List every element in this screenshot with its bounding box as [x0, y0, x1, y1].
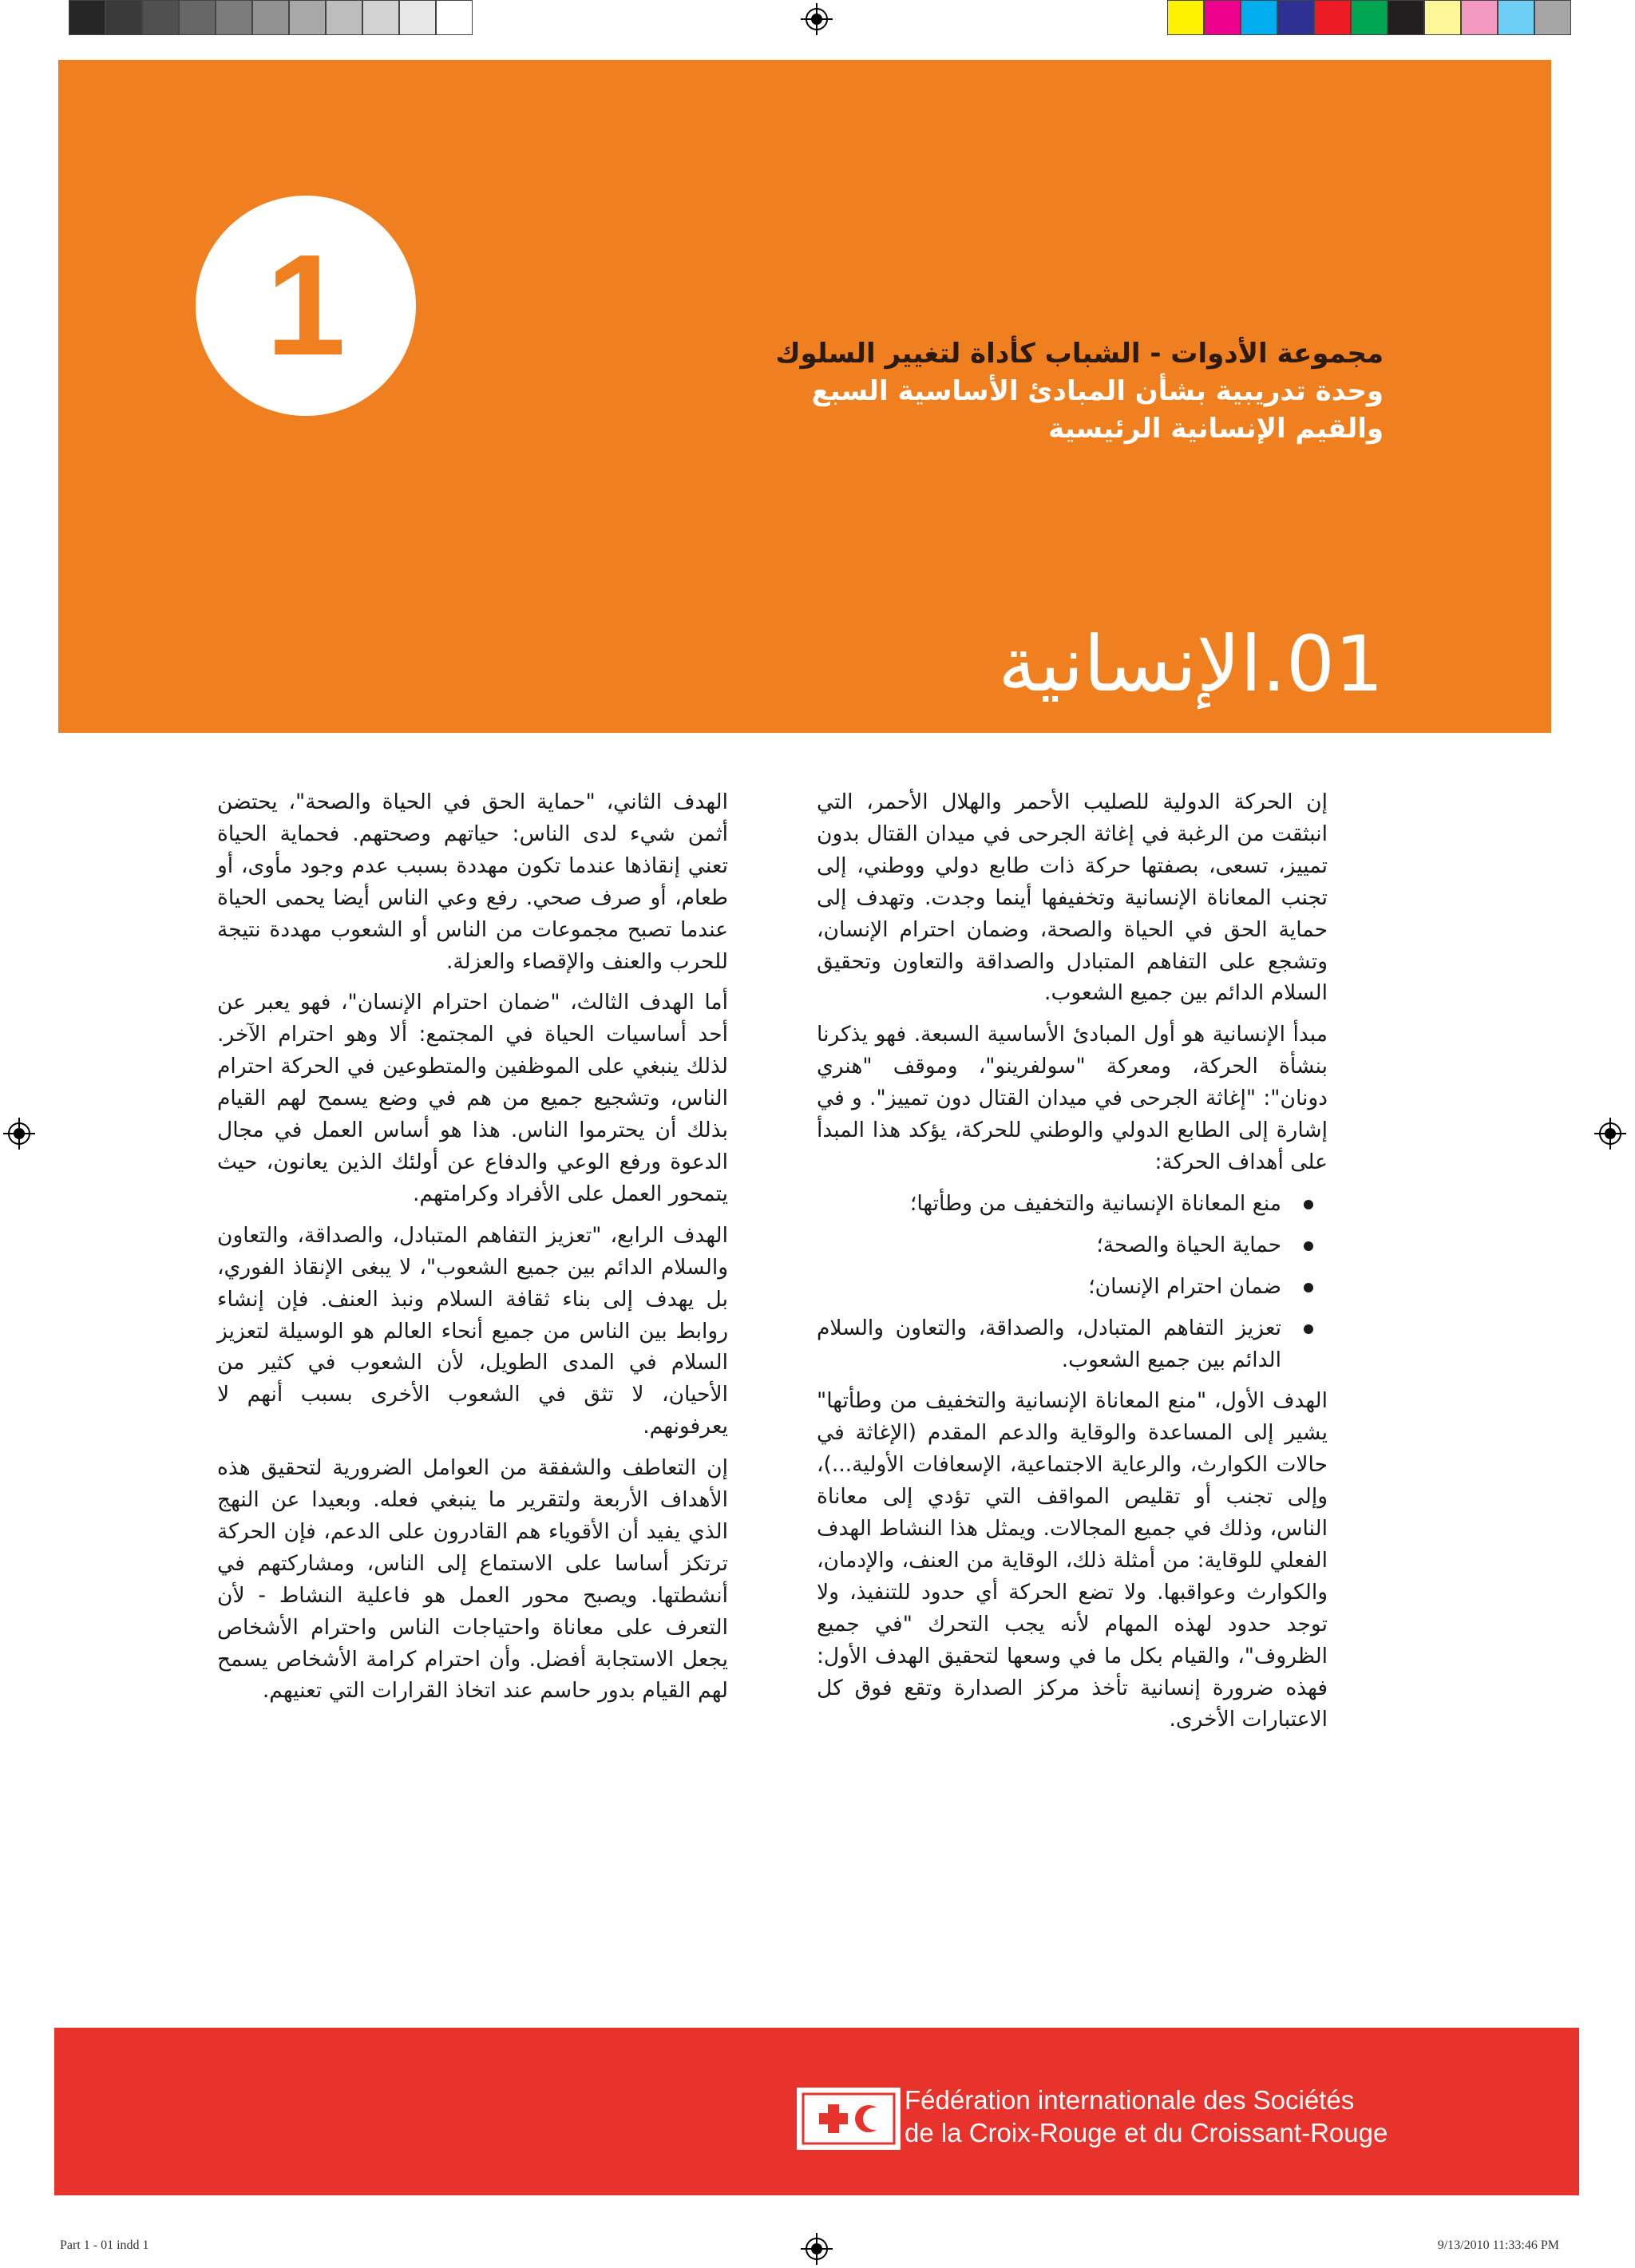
gray-swatch [289, 0, 326, 35]
footer-banner [54, 2028, 1579, 2195]
color-swatch [1277, 0, 1314, 35]
list-item: منع المعاناة الإنسانية والتخفيف من وطأتها؛ [817, 1188, 1281, 1220]
list-item: ضمان احترام الإنسان؛ [817, 1271, 1281, 1303]
subtitle-line-2: وحدة تدريبية بشأن المبادئ الأساسية السبع [811, 375, 1384, 407]
left-text-column [217, 786, 728, 1716]
organization-name-line-2: de la Croix-Rouge et du Croissant-Rouge [905, 2118, 1388, 2147]
gray-swatch [179, 0, 216, 35]
color-swatch [1204, 0, 1241, 35]
red-cross-red-crescent-icon [797, 2088, 901, 2150]
color-swatch [1314, 0, 1351, 35]
gray-swatch [142, 0, 179, 35]
paragraph: إن الحركة الدولية للصليب الأحمر والهلال الأحمر، التي انبثقت من الرغبة في إغاثة الجرحى في ميدان القتال بدون تمييز، تسعى، بصفتها حركة ذات طابع دولي ووطني، إلى تجنب المعاناة الإنسانية وتخفيفها أينما وجدت. وتهدف إلى حماية الحق في الحياة والصحة، وضمان احترام الإنسان، وتشجع على التفاهم المتبادل والصداقة والتعاون وتحقيق السلام الدائم بين جميع الشعوب. [817, 790, 1328, 1006]
paragraph: مبدأ الإنسانية هو أول المبادئ الأساسية السبعة. فهو يذكرنا بنشأة الحركة، ومعركة "سولفرينو"، وموقف "هنري دونان": "إغاثة الجرحى في ميدان القتال دون تمييز". و في إشارة إلى الطابع الدولي والوطني للحركة، يؤكد هذا المبدأ على أهداف الحركة: [817, 1022, 1328, 1174]
slug-timestamp: 9/13/2010 11:33:46 PM [1437, 2238, 1559, 2252]
registration-mark-icon [801, 2233, 833, 2265]
gray-swatch [326, 0, 362, 35]
color-swatch [1241, 0, 1277, 35]
section-number: 1 [265, 225, 346, 386]
color-swatch [1424, 0, 1461, 35]
color-swatch [1167, 0, 1204, 35]
paragraph: الهدف الرابع، "تعزيز التفاهم المتبادل، والصداقة، والتعاون والسلام الدائم بين جميع الشعوب"، لا يبغى الإنقاذ الفوري، بل يهدف إلى بناء ثقافة السلام ونبذ العنف. فإن إنشاء روابط بين الناس من جميع أنحاء العالم هو الوسيلة لتعزيز السلام في المدى الطويل، لأن الشعوب في كثير من الأحيان، لا تثق في الشعوب الأخرى بسبب أنهم لا يعرفونهم. [217, 1222, 728, 1439]
gray-swatch [69, 0, 105, 35]
registration-mark-icon [801, 3, 833, 35]
gray-swatch [252, 0, 289, 35]
gray-swatch [399, 0, 436, 35]
subtitle-line-1: مجموعة الأدوات - الشباب كأداة لتغيير السلوك [775, 338, 1384, 370]
registration-mark-icon [1594, 1118, 1626, 1150]
organization-name [905, 2084, 1388, 2149]
color-swatch [1461, 0, 1498, 35]
header-subtitle [585, 335, 1384, 448]
paragraph: أما الهدف الثالث، "ضمان احترام الإنسان"، فهو يعبر عن أحد أساسيات الحياة في المجتمع: ألا وهو احترام الآخر. لذلك ينبغي على الموظفين والمتطوعين في الحركة احترام الناس، وتشجيع جميع من هم في وضع يسمح لهم القيام بذلك أن يحترموا الناس. هذا هو أساس العمل في مجال الدعوة ورفع الوعي والدفاع عن أولئك الذين يعانون، حيث يتمحور العمل على الأفراد وكرامتهم. [217, 990, 728, 1206]
slug-filename: Part 1 - 01 indd 1 [60, 2238, 149, 2252]
color-swatch [1498, 0, 1534, 35]
registration-mark-icon [3, 1118, 35, 1150]
paragraph: إن التعاطف والشفقة من العوامل الضرورية لتحقيق هذه الأهداف الأربعة ولتقرير ما ينبغي فعله. وبعيدا عن النهج الذي يفيد أن الأقوياء هم القادرون على الدعم، فإن الحركة ترتكز أساسا على الاستماع إلى الناس، ومشاركتهم في أنشطتها. ويصبح محور العمل هو فاعلية النشاط - لأن التعرف على معاناة واحتياجات الناس واحترام الأشخاص يجعل الاستجابة أفضل. وأن احترام كرامة الأشخاص يسمح لهم القيام بدور حاسم عند اتخاذ القرارات التي تعنيهم. [217, 1455, 728, 1704]
list-item: حماية الحياة والصحة؛ [817, 1229, 1281, 1261]
gray-swatch [216, 0, 252, 35]
paragraph: الهدف الأول، "منع المعاناة الإنسانية والتخفيف من وطأتها" يشير إلى المساعدة والوقاية والدعم المقدم (الإغاثة في حالات الكوارث، والرعاية الاجتماعية، الإسعافات الأولية...)، وإلى تجنب أو تقليص المواقف التي تؤدي إلى معاناة الناس، وذلك في جميع المجالات. ويمثل هذا النشاط الهدف الفعلي للوقاية: من أمثلة ذلك، الوقاية من العنف، والإدمان، والكوارث وعواقبها. ولا تضع الحركة أي حدود للتنفيذ، ولا توجد حدود لهذه المهام لأنه يجب التحرك "في جميع الظروف"، والقيام بكل ما في وسعها لتحقيق الهدف الأول: فهذه ضرورة إنسانية تأخذ مركز الصدارة وتقع فوق كل الاعتبارات الأخرى. [817, 1388, 1328, 1732]
objectives-list [817, 1188, 1328, 1376]
color-swatch [1534, 0, 1571, 35]
page-title: 01.الإنسانية [998, 619, 1384, 709]
right-text-column [817, 786, 1328, 1745]
organization-name-line-1: Fédération internationale des Sociétés [905, 2085, 1355, 2115]
section-number-badge [196, 196, 416, 416]
gray-swatch [105, 0, 142, 35]
gray-swatch [362, 0, 399, 35]
gray-swatch [436, 0, 473, 35]
subtitle-line-3: والقيم الإنسانية الرئيسية [1048, 413, 1384, 445]
color-swatch [1351, 0, 1388, 35]
paragraph: الهدف الثاني، "حماية الحق في الحياة والصحة"، يحتضن أثمن شيء لدى الناس: حياتهم وصحتهم. فحماية الحياة تعني إنقاذها عندما تكون مهددة بسبب عدم وجود مأوى، أو طعام، أو صرف صحي. رفع وعي الناس أيضا يحمى الحياة عندما تصبح مجموعات من الناس أو الشعوب مهددة نتيجة للحرب والعنف والإقصاء والعزلة. [217, 790, 728, 974]
header-banner [58, 60, 1551, 733]
list-item: تعزيز التفاهم المتبادل، والصداقة، والتعاون والسلام الدائم بين جميع الشعوب. [817, 1312, 1281, 1376]
color-swatch [1388, 0, 1424, 35]
grayscale-color-bar [69, 0, 473, 35]
cmyk-color-bar [1167, 0, 1571, 35]
